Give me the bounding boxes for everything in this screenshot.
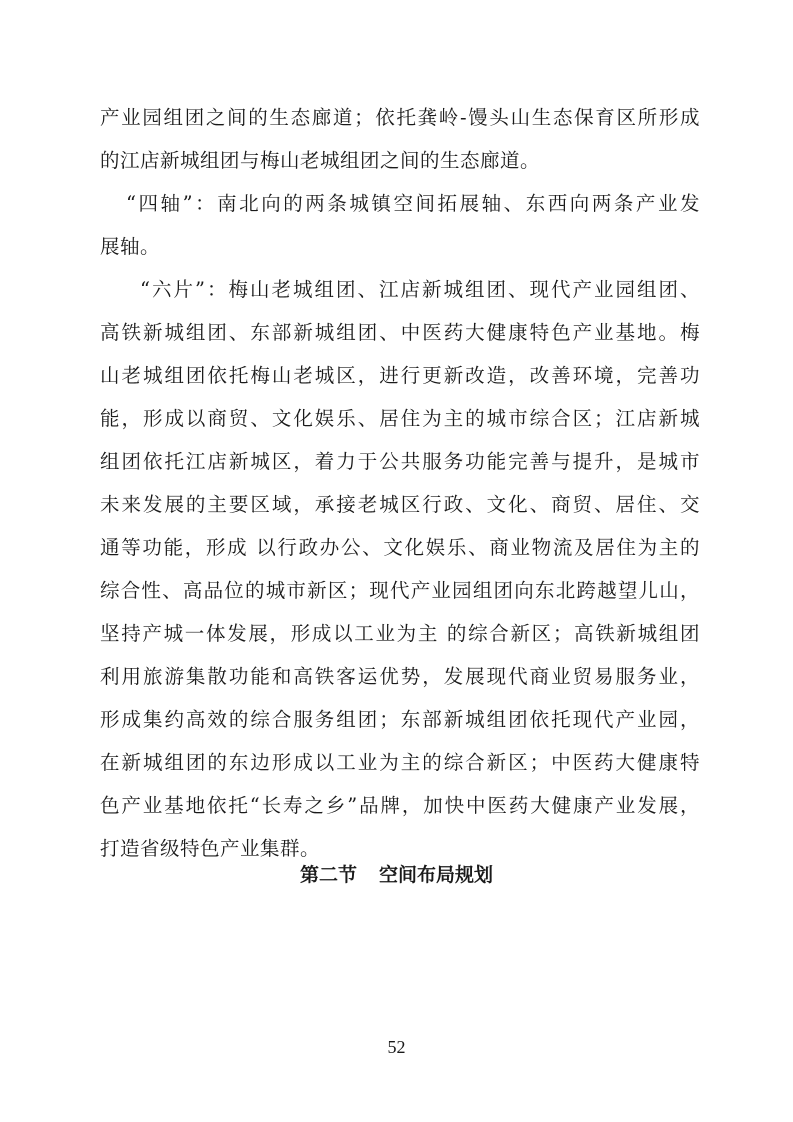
body-text-line: 组团依托江店新城区，着力于公共服务功能完善与提升，是城市 (100, 450, 700, 473)
body-text-line: 产业园组团之间的生态廊道；依托龚岭-馒头山生态保育区所形成 (100, 106, 700, 129)
body-text-line: 形成集约高效的综合服务组团；东部新城组团依托现代产业园， (100, 708, 700, 731)
body-text-line: 山老城组团依托梅山老城区，进行更新改造，改善环境，完善功 (100, 364, 700, 387)
body-text-line: 展轴。 (100, 235, 161, 258)
paragraph-first-line: “四轴”：南北向的两条城镇空间拓展轴、东西向两条产业发 (126, 192, 700, 215)
body-text-line: 综合性、高品位的城市新区；现代产业园组团向东北跨越望儿山， (100, 579, 700, 602)
body-text-line: 打造省级特色产业集群。 (100, 837, 321, 860)
body-text-line: 未来发展的主要区域，承接老城区行政、文化、商贸、居住、交 (100, 493, 700, 516)
paragraph-first-line: “六片”：梅山老城组团、江店新城组团、现代产业园组团、 (140, 278, 700, 301)
body-text-line: 色产业基地依托“长寿之乡”品牌，加快中医药大健康产业发展， (100, 794, 700, 817)
body-text-line: 能，形成以商贸、文化娱乐、居住为主的城市综合区；江店新城 (100, 407, 700, 430)
section-number: 第二节 (299, 864, 357, 886)
body-text-line: 的江店新城组团与梅山老城组团之间的生态廊道。 (100, 149, 541, 172)
body-text-line: 高铁新城组团、东部新城组团、中医药大健康特色产业基地。梅 (100, 321, 700, 344)
body-text-line: 利用旅游集散功能和高铁客运优势，发展现代商业贸易服务业， (100, 665, 700, 688)
body-text-line: 在新城组团的东边形成以工业为主的综合新区；中医药大健康特 (100, 751, 700, 774)
section-title: 空间布局规划 (379, 864, 494, 886)
section-heading (0, 862, 793, 888)
body-text-line: 坚持产城一体发展，形成以工业为主 的综合新区；高铁新城组团 (100, 622, 700, 645)
page-number: 52 (387, 1037, 406, 1057)
body-text-line: 通等功能，形成 以行政办公、文化娱乐、商业物流及居住为主的 (100, 536, 700, 559)
